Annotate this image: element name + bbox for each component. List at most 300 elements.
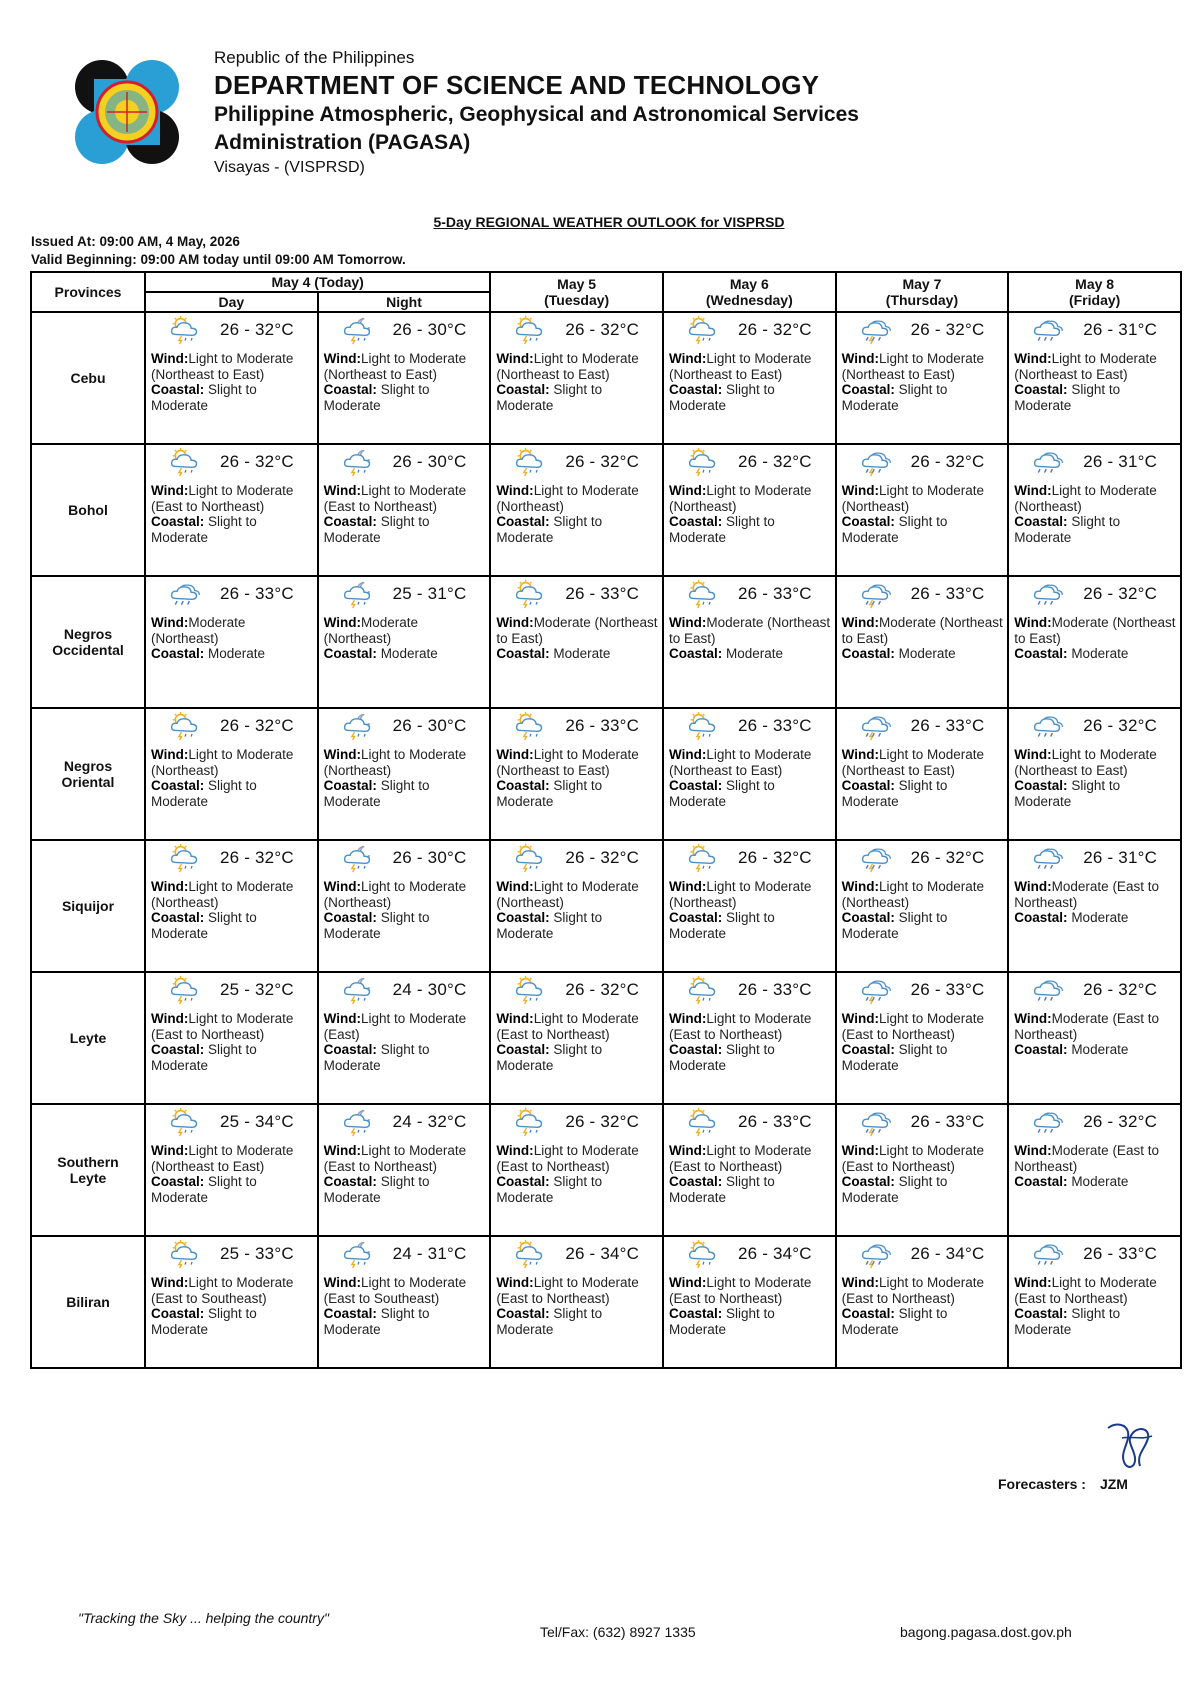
wind-label: Wind: xyxy=(841,615,879,630)
partly-cloudy-sun-thunder-icon xyxy=(166,315,204,345)
coastal-label: Coastal: xyxy=(668,514,723,529)
coastal-value: Slight to Moderate xyxy=(841,1174,948,1205)
coastal-value: Slight to Moderate xyxy=(668,778,775,809)
header-agency-line1: Philippine Atmospheric, Geophysical and Astronomical Services xyxy=(214,103,859,126)
forecast-top xyxy=(1009,1105,1180,1139)
document-title: 5-Day REGIONAL WEATHER OUTLOOK for VISPRSD xyxy=(433,214,785,230)
wind-label: Wind: xyxy=(496,615,534,630)
temperature-range: 26 - 33°C xyxy=(737,980,812,999)
wind-value: Light to Moderate (Northeast to East) xyxy=(668,747,812,778)
forecast-description xyxy=(1009,1007,1180,1058)
wind-value: Light to Moderate (Northeast) xyxy=(668,879,812,910)
coastal-value: Slight to Moderate xyxy=(668,910,775,941)
wind-label: Wind: xyxy=(496,1275,534,1290)
column-date: May 5 xyxy=(557,276,597,292)
forecast-cell xyxy=(1008,840,1181,972)
province-cell xyxy=(31,1104,145,1236)
coastal-label: Coastal: xyxy=(668,646,723,661)
forecast-description xyxy=(146,347,317,413)
cloudy-rain-thunder-icon xyxy=(857,975,895,1005)
forecast-description xyxy=(146,611,317,662)
forecast-description xyxy=(319,347,490,413)
forecast-description xyxy=(837,743,1008,809)
partly-cloudy-sun-thunder-icon xyxy=(684,447,722,477)
temperature-range: 26 - 33°C xyxy=(910,980,985,999)
coastal-label: Coastal: xyxy=(1014,1042,1068,1057)
temperature-range: 26 - 33°C xyxy=(565,584,640,603)
forecast-description xyxy=(146,1271,317,1337)
cloudy-rain-thunder-icon xyxy=(857,447,895,477)
temperature-range: 26 - 32°C xyxy=(737,452,812,471)
forecast-cell xyxy=(145,576,318,708)
forecast-description xyxy=(491,611,662,662)
wind-value: Light to Moderate (East to Northeast) xyxy=(1014,1275,1157,1306)
wind-value: Light to Moderate (East to Northeast) xyxy=(323,483,467,514)
forecast-description xyxy=(1009,347,1180,413)
temperature-range: 25 - 34°C xyxy=(220,1112,294,1131)
coastal-label: Coastal: xyxy=(496,646,550,661)
coastal-label: Coastal: xyxy=(496,1174,550,1189)
wind-label: Wind: xyxy=(496,879,534,894)
forecast-cell xyxy=(836,444,1009,576)
forecast-cell xyxy=(663,1236,836,1368)
wind-label: Wind: xyxy=(841,1143,879,1158)
forecast-top xyxy=(837,973,1008,1007)
temperature-range: 26 - 33°C xyxy=(1083,1244,1158,1263)
coastal-value: Slight to Moderate xyxy=(496,1174,603,1205)
coastal-value: Slight to Moderate xyxy=(1014,514,1121,545)
forecast-top xyxy=(1009,973,1180,1007)
forecast-description xyxy=(319,479,490,545)
forecast-description xyxy=(1009,1271,1180,1337)
temperature-range: 26 - 32°C xyxy=(1083,980,1158,999)
coastal-value: Slight to Moderate xyxy=(496,382,603,413)
forecast-top xyxy=(1009,1237,1180,1271)
wind-label: Wind: xyxy=(668,1275,707,1290)
temperature-range: 26 - 32°C xyxy=(910,848,985,867)
forecast-description xyxy=(146,1007,317,1073)
forecast-cell xyxy=(318,972,491,1104)
forecast-description xyxy=(319,743,490,809)
coastal-label: Coastal: xyxy=(323,1174,377,1189)
coastal-value: Slight to Moderate xyxy=(1014,778,1121,809)
forecast-top xyxy=(664,709,835,743)
temperature-range: 26 - 31°C xyxy=(1083,452,1158,471)
forecast-description xyxy=(664,743,835,809)
coastal-label: Coastal: xyxy=(668,1306,723,1321)
coastal-label: Coastal: xyxy=(151,1306,205,1321)
forecast-description xyxy=(491,875,662,941)
coastal-label: Coastal: xyxy=(1014,1306,1068,1321)
forecast-top xyxy=(319,973,490,1007)
forecast-top xyxy=(319,1237,490,1271)
wind-value: Light to Moderate (East to Northeast) xyxy=(496,1275,639,1306)
coastal-value: Moderate xyxy=(1071,1042,1129,1057)
wind-value: Moderate (East to Northeast) xyxy=(1014,879,1159,910)
forecast-cell xyxy=(836,312,1009,444)
coastal-value: Slight to Moderate xyxy=(323,382,430,413)
column-header xyxy=(490,272,663,312)
temperature-range: 26 - 32°C xyxy=(737,848,812,867)
temperature-range: 26 - 33°C xyxy=(737,1112,812,1131)
forecast-description xyxy=(146,743,317,809)
temperature-range: 26 - 32°C xyxy=(1083,1112,1158,1131)
forecast-cell xyxy=(1008,312,1181,444)
wind-label: Wind: xyxy=(841,1011,879,1026)
forecasters-initials: JZM xyxy=(1099,1476,1128,1492)
coastal-value: Moderate xyxy=(726,646,784,661)
coastal-value: Moderate xyxy=(1071,1174,1129,1189)
forecast-cell xyxy=(490,576,663,708)
wind-label: Wind: xyxy=(1014,1275,1052,1290)
temperature-range: 26 - 32°C xyxy=(1083,584,1158,603)
table-row xyxy=(31,1104,1181,1236)
wind-value: Light to Moderate (East to Northeast) xyxy=(151,483,294,514)
forecast-cell xyxy=(145,312,318,444)
coastal-value: Slight to Moderate xyxy=(323,778,430,809)
forecast-top xyxy=(146,841,317,875)
forecast-top xyxy=(664,841,835,875)
partly-cloudy-moon-thunder-icon xyxy=(339,315,377,345)
forecast-cell xyxy=(145,1236,318,1368)
coastal-value: Slight to Moderate xyxy=(841,778,948,809)
forecast-top xyxy=(319,313,490,347)
coastal-label: Coastal: xyxy=(323,646,377,661)
column-weekday: (Thursday) xyxy=(885,292,959,308)
partly-cloudy-sun-thunder-icon xyxy=(166,843,204,873)
column-weekday: (Wednesday) xyxy=(705,292,793,308)
forecast-description xyxy=(319,875,490,941)
coastal-value: Slight to Moderate xyxy=(841,1306,948,1337)
wind-label: Wind: xyxy=(323,351,362,366)
coastal-value: Slight to Moderate xyxy=(841,1042,948,1073)
wind-label: Wind: xyxy=(1014,615,1052,630)
forecast-cell xyxy=(145,708,318,840)
forecast-cell xyxy=(318,444,491,576)
coastal-label: Coastal: xyxy=(323,382,377,397)
coastal-value: Slight to Moderate xyxy=(323,514,430,545)
coastal-value: Slight to Moderate xyxy=(668,514,775,545)
forecast-description xyxy=(837,611,1008,662)
wind-value: Light to Moderate (East to Northeast) xyxy=(841,1275,985,1306)
forecast-top xyxy=(146,1105,317,1139)
forecast-top xyxy=(491,973,662,1007)
wind-value: Moderate (Northeast to East) xyxy=(668,615,831,646)
forecast-cell xyxy=(490,1104,663,1236)
coastal-value: Moderate xyxy=(553,646,611,661)
forecast-top xyxy=(491,577,662,611)
temperature-range: 26 - 34°C xyxy=(910,1244,985,1263)
coastal-label: Coastal: xyxy=(668,778,723,793)
temperature-range: 26 - 34°C xyxy=(737,1244,812,1263)
forecast-cell xyxy=(145,972,318,1104)
forecasters-line xyxy=(998,1476,1128,1492)
temperature-range: 26 - 32°C xyxy=(565,452,640,471)
wind-value: Light to Moderate (East to Northeast) xyxy=(841,1143,985,1174)
wind-label: Wind: xyxy=(151,351,189,366)
wind-label: Wind: xyxy=(323,1143,362,1158)
province-name: Negros xyxy=(63,758,113,774)
column-weekday: (Tuesday) xyxy=(544,292,610,308)
partly-cloudy-sun-thunder-icon xyxy=(511,711,549,741)
cloudy-rain-icon xyxy=(1029,975,1067,1005)
wind-value: Light to Moderate (Northeast) xyxy=(323,747,467,778)
forecast-cell xyxy=(836,1104,1009,1236)
forecast-cell xyxy=(1008,708,1181,840)
wind-label: Wind: xyxy=(496,351,534,366)
coastal-label: Coastal: xyxy=(496,910,550,925)
wind-label: Wind: xyxy=(668,615,707,630)
wind-value: Moderate (Northeast to East) xyxy=(841,615,1003,646)
wind-value: Light to Moderate (East to Northeast) xyxy=(496,1143,639,1174)
forecast-top xyxy=(837,445,1008,479)
forecast-cell xyxy=(663,1104,836,1236)
table-row xyxy=(31,972,1181,1104)
wind-label: Wind: xyxy=(496,483,534,498)
forecast-cell xyxy=(318,312,491,444)
forecast-top xyxy=(664,445,835,479)
coastal-value: Slight to Moderate xyxy=(1014,1306,1121,1337)
temperature-range: 26 - 32°C xyxy=(1083,716,1158,735)
forecast-description xyxy=(319,1007,490,1073)
province-cell xyxy=(31,972,145,1104)
coastal-label: Coastal: xyxy=(496,1306,550,1321)
wind-label: Wind: xyxy=(668,1011,707,1026)
forecast-top xyxy=(319,709,490,743)
day-header: Day xyxy=(145,292,318,312)
forecast-cell xyxy=(145,840,318,972)
coastal-value: Slight to Moderate xyxy=(841,382,948,413)
partly-cloudy-sun-thunder-icon xyxy=(684,975,722,1005)
table-row xyxy=(31,708,1181,840)
forecast-top xyxy=(491,1105,662,1139)
coastal-value: Slight to Moderate xyxy=(668,382,775,413)
wind-value: Light to Moderate (East to Southeast) xyxy=(151,1275,294,1306)
wind-value: Moderate (Northeast) xyxy=(323,615,419,646)
forecast-description xyxy=(319,1271,490,1337)
partly-cloudy-sun-thunder-icon xyxy=(684,315,722,345)
wind-value: Moderate (East to Northeast) xyxy=(1014,1143,1159,1174)
wind-value: Light to Moderate (Northeast) xyxy=(841,483,985,514)
header-department: DEPARTMENT OF SCIENCE AND TECHNOLOGY xyxy=(214,70,820,100)
temperature-range: 26 - 33°C xyxy=(737,716,812,735)
temperature-range: 26 - 33°C xyxy=(910,584,985,603)
wind-value: Light to Moderate (East to Northeast) xyxy=(668,1275,812,1306)
document-title-row xyxy=(0,214,1200,230)
forecast-top xyxy=(491,445,662,479)
coastal-value: Slight to Moderate xyxy=(496,778,603,809)
coastal-label: Coastal: xyxy=(841,514,895,529)
forecast-table xyxy=(30,271,1182,1369)
wind-label: Wind: xyxy=(151,1275,189,1290)
forecast-cell xyxy=(663,840,836,972)
province-name: Leyte xyxy=(69,1170,107,1186)
column-weekday: (Friday) xyxy=(1068,292,1121,308)
forecast-top xyxy=(1009,577,1180,611)
coastal-label: Coastal: xyxy=(841,1042,895,1057)
partly-cloudy-sun-thunder-icon xyxy=(511,447,549,477)
forecast-description xyxy=(664,1139,835,1205)
signature-icon xyxy=(1102,1418,1158,1476)
forecast-top xyxy=(491,1237,662,1271)
coastal-label: Coastal: xyxy=(496,382,550,397)
province-name: Southern xyxy=(57,1154,119,1170)
coastal-label: Coastal: xyxy=(151,646,205,661)
forecast-top xyxy=(146,1237,317,1271)
header-agency-line2: Administration (PAGASA) xyxy=(214,131,471,154)
coastal-value: Slight to Moderate xyxy=(151,514,257,545)
coastal-label: Coastal: xyxy=(496,514,550,529)
wind-value: Light to Moderate (Northeast) xyxy=(323,879,467,910)
forecast-cell xyxy=(318,1104,491,1236)
coastal-label: Coastal: xyxy=(323,514,377,529)
coastal-label: Coastal: xyxy=(841,646,895,661)
wind-label: Wind: xyxy=(151,483,189,498)
forecast-top xyxy=(837,1237,1008,1271)
wind-label: Wind: xyxy=(841,1275,879,1290)
wind-value: Moderate (Northeast to East) xyxy=(1014,615,1176,646)
forecast-description xyxy=(491,347,662,413)
forecast-cell xyxy=(836,1236,1009,1368)
coastal-value: Slight to Moderate xyxy=(668,1174,775,1205)
column-date: May 7 xyxy=(902,276,942,292)
forecast-top xyxy=(837,313,1008,347)
partly-cloudy-moon-thunder-icon xyxy=(339,579,377,609)
forecast-top xyxy=(319,445,490,479)
forecast-top xyxy=(664,973,835,1007)
wind-label: Wind: xyxy=(1014,747,1052,762)
forecast-description xyxy=(491,743,662,809)
column-date: May 8 xyxy=(1075,276,1115,292)
cloudy-rain-thunder-icon xyxy=(857,1239,895,1269)
forecast-cell xyxy=(490,840,663,972)
forecast-cell xyxy=(318,708,491,840)
provinces-header: Provinces xyxy=(31,272,145,312)
coastal-label: Coastal: xyxy=(151,1042,205,1057)
forecast-description xyxy=(491,1139,662,1205)
temperature-range: 26 - 31°C xyxy=(1083,848,1158,867)
temperature-range: 26 - 32°C xyxy=(565,980,640,999)
forecast-cell xyxy=(318,576,491,708)
forecast-cell xyxy=(836,708,1009,840)
forecast-description xyxy=(837,479,1008,545)
coastal-value: Moderate xyxy=(898,646,956,661)
coastal-value: Slight to Moderate xyxy=(323,910,430,941)
wind-value: Light to Moderate (East to Northeast) xyxy=(668,1143,812,1174)
coastal-value: Slight to Moderate xyxy=(841,514,948,545)
forecast-top xyxy=(1009,841,1180,875)
coastal-label: Coastal: xyxy=(1014,910,1068,925)
forecast-top xyxy=(319,577,490,611)
forecast-description xyxy=(319,611,490,662)
coastal-value: Slight to Moderate xyxy=(1014,382,1121,413)
province-cell xyxy=(31,444,145,576)
coastal-label: Coastal: xyxy=(841,1174,895,1189)
wind-value: Light to Moderate (Northeast to East) xyxy=(496,747,639,778)
temperature-range: 26 - 32°C xyxy=(220,320,294,339)
partly-cloudy-sun-thunder-icon xyxy=(166,711,204,741)
coastal-label: Coastal: xyxy=(323,778,377,793)
coastal-label: Coastal: xyxy=(323,1306,377,1321)
forecast-top xyxy=(146,313,317,347)
telfax: Tel/Fax: (632) 8927 1335 xyxy=(540,1624,696,1640)
cloudy-rain-icon xyxy=(1029,447,1067,477)
forecast-cell xyxy=(1008,1104,1181,1236)
forecast-top xyxy=(664,577,835,611)
temperature-range: 26 - 33°C xyxy=(737,584,812,603)
wind-label: Wind: xyxy=(668,747,707,762)
coastal-value: Moderate xyxy=(380,646,438,661)
wind-label: Wind: xyxy=(1014,483,1052,498)
wind-value: Light to Moderate (East to Northeast) xyxy=(151,1011,294,1042)
forecast-top xyxy=(319,841,490,875)
coastal-label: Coastal: xyxy=(1014,1174,1068,1189)
province-cell xyxy=(31,840,145,972)
coastal-label: Coastal: xyxy=(1014,778,1068,793)
valid-beginning: Valid Beginning: 09:00 AM today until 09:00 AM Tomorrow. xyxy=(31,252,406,267)
wind-value: Light to Moderate (East to Southeast) xyxy=(323,1275,467,1306)
coastal-value: Slight to Moderate xyxy=(323,1306,430,1337)
forecast-cell xyxy=(318,840,491,972)
temperature-range: 26 - 32°C xyxy=(910,320,985,339)
temperature-range: 24 - 32°C xyxy=(392,1112,467,1131)
temperature-range: 26 - 30°C xyxy=(392,452,467,471)
forecast-cell xyxy=(1008,576,1181,708)
forecast-cell xyxy=(663,576,836,708)
partly-cloudy-sun-thunder-icon xyxy=(166,975,204,1005)
cloudy-rain-thunder-icon xyxy=(857,1107,895,1137)
wind-label: Wind: xyxy=(323,1011,362,1026)
cloudy-rain-thunder-icon xyxy=(857,579,895,609)
wind-value: Moderate (Northeast to East) xyxy=(496,615,658,646)
coastal-value: Slight to Moderate xyxy=(151,1174,257,1205)
forecast-description xyxy=(1009,875,1180,926)
wind-label: Wind: xyxy=(1014,351,1052,366)
temperature-range: 24 - 30°C xyxy=(392,980,467,999)
forecast-top xyxy=(837,709,1008,743)
forecast-top xyxy=(146,445,317,479)
website-link[interactable]: bagong.pagasa.dost.gov.ph xyxy=(900,1624,1072,1640)
forecast-top xyxy=(146,577,317,611)
coastal-value: Slight to Moderate xyxy=(151,382,257,413)
today-header: May 4 (Today) xyxy=(145,272,490,292)
forecast-top xyxy=(146,973,317,1007)
forecast-cell xyxy=(145,444,318,576)
coastal-value: Slight to Moderate xyxy=(151,778,257,809)
coastal-value: Moderate xyxy=(1071,910,1129,925)
partly-cloudy-sun-thunder-icon xyxy=(684,1239,722,1269)
forecast-description xyxy=(837,347,1008,413)
province-name: Bohol xyxy=(68,502,108,518)
wind-value: Light to Moderate (Northeast) xyxy=(151,879,294,910)
forecast-top xyxy=(1009,313,1180,347)
partly-cloudy-sun-thunder-icon xyxy=(684,1107,722,1137)
forecast-cell xyxy=(318,1236,491,1368)
partly-cloudy-moon-thunder-icon xyxy=(339,1107,377,1137)
temperature-range: 26 - 32°C xyxy=(565,320,640,339)
partly-cloudy-sun-thunder-icon xyxy=(511,579,549,609)
coastal-value: Slight to Moderate xyxy=(496,1306,603,1337)
wind-value: Light to Moderate (Northeast) xyxy=(668,483,812,514)
wind-label: Wind: xyxy=(151,1143,189,1158)
wind-label: Wind: xyxy=(323,483,362,498)
forecast-description xyxy=(837,1271,1008,1337)
coastal-label: Coastal: xyxy=(668,1174,723,1189)
partly-cloudy-sun-thunder-icon xyxy=(166,1107,204,1137)
forecast-description xyxy=(664,1271,835,1337)
cloudy-rain-thunder-icon xyxy=(857,843,895,873)
forecast-cell xyxy=(836,840,1009,972)
